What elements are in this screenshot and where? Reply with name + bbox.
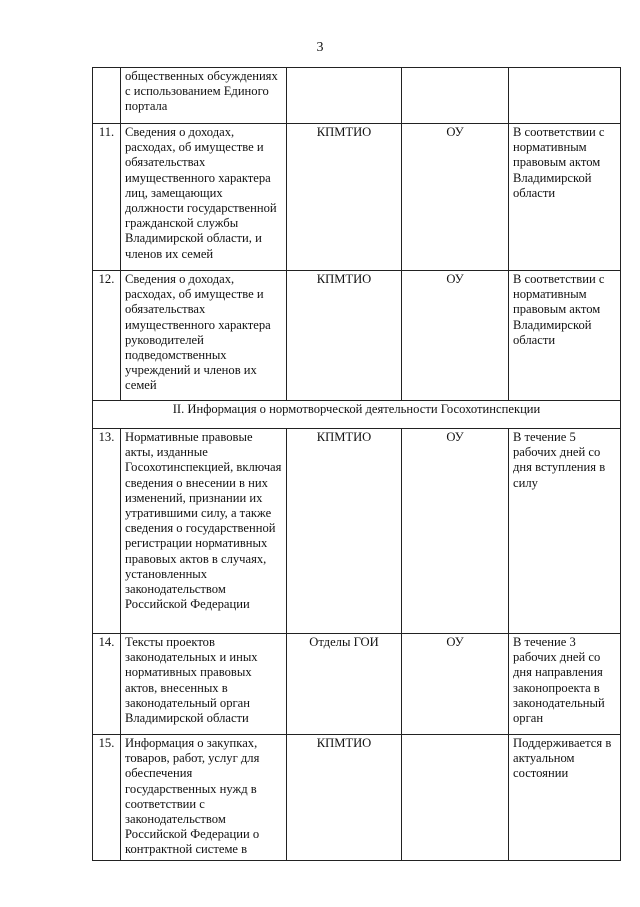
row-term-cell: В течение 3 рабочих дней со дня направления законопроекта в законодательный орган <box>509 634 621 735</box>
table-row <box>93 429 621 634</box>
row-responsible-cell: КПМТИО <box>287 429 402 634</box>
row-number-cell: 11. <box>93 124 121 271</box>
row-name-cell: Информация о закупках, товаров, работ, услуг для обеспечения государственных нужд в соответствии с законодательством Российской Федерации о контрактной системе в <box>121 735 287 861</box>
row-number-cell: 12. <box>93 271 121 401</box>
row-category-cell: ОУ <box>402 271 509 401</box>
row-term-cell: В соответствии с нормативным правовым актом Владимирской области <box>509 124 621 271</box>
row-responsible-cell: КПМТИО <box>287 124 402 271</box>
table-row <box>93 271 621 401</box>
row-term-cell: В течение 5 рабочих дней со дня вступления в силу <box>509 429 621 634</box>
row-name-cell: Нормативные правовые акты, изданные Госохотинспекцией, включая сведения о внесении в них изменений, признании их утратившими силу, а также сведения о государственной регистрации нормативных правовых актов в случаях, установленных законодательством Российской Федерации <box>121 429 287 634</box>
document-table <box>92 67 621 861</box>
row-responsible-cell: КПМТИО <box>287 271 402 401</box>
row-number-cell: 15. <box>93 735 121 861</box>
section-heading: II. Информация о нормотворческой деятельности Госохотинспекции <box>93 401 621 429</box>
row-name-cell: Тексты проектов законодательных и иных нормативных правовых актов, внесенных в законодательный орган Владимирской области <box>121 634 287 735</box>
row-number-cell <box>93 68 121 124</box>
row-term-cell: В соответствии с нормативным правовым актом Владимирской области <box>509 271 621 401</box>
row-category-cell <box>402 735 509 861</box>
row-term-cell <box>509 68 621 124</box>
row-term-cell: Поддерживается в актуальном состоянии <box>509 735 621 861</box>
row-name-cell: Сведения о доходах, расходах, об имуществе и обязательствах имущественного характера лиц, замещающих должности государственной гражданской службы Владимирской области, и членов их семей <box>121 124 287 271</box>
table-row-continuation <box>93 68 621 124</box>
section-heading-row <box>93 401 621 429</box>
page-number: 3 <box>316 40 324 55</box>
row-category-cell: ОУ <box>402 634 509 735</box>
row-number-cell: 13. <box>93 429 121 634</box>
row-responsible-cell: Отделы ГОИ <box>287 634 402 735</box>
table-row <box>93 124 621 271</box>
row-category-cell: ОУ <box>402 429 509 634</box>
table-row <box>93 735 621 861</box>
row-number-cell: 14. <box>93 634 121 735</box>
table-row <box>93 634 621 735</box>
row-category-cell <box>402 68 509 124</box>
row-name-cell: общественных обсуждениях с использованием Единого портала <box>121 68 287 124</box>
row-category-cell: ОУ <box>402 124 509 271</box>
row-name-cell: Сведения о доходах, расходах, об имуществе и обязательствах имущественного характера руководителей подведомственных учреждений и членов их семей <box>121 271 287 401</box>
row-responsible-cell <box>287 68 402 124</box>
row-responsible-cell: КПМТИО <box>287 735 402 861</box>
